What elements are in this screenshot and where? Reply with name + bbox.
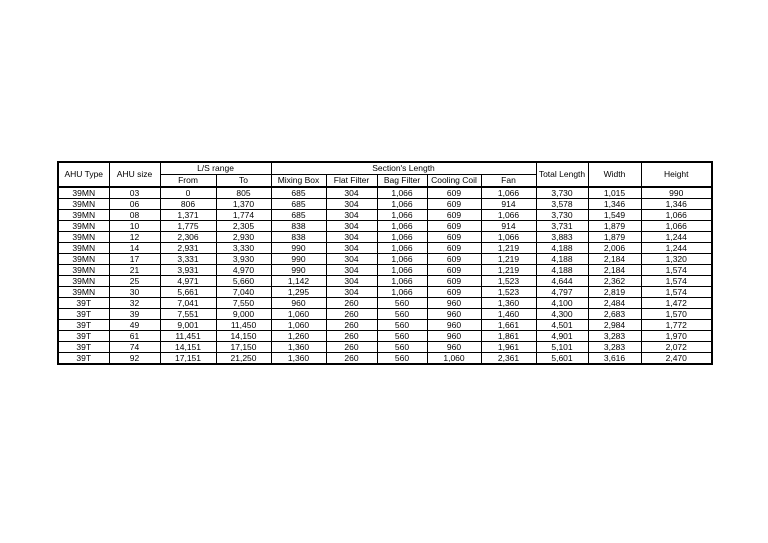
cell-from: 14,151 (160, 342, 216, 353)
table-row (58, 287, 712, 298)
table-row (58, 232, 712, 243)
cell-flat-filter: 260 (326, 309, 377, 320)
cell-flat-filter: 260 (326, 331, 377, 342)
cell-cooling-coil: 960 (427, 342, 481, 353)
cell-ahu-size: 10 (109, 221, 160, 232)
cell-mixing-box: 1,142 (271, 276, 326, 287)
cell-to: 4,970 (216, 265, 271, 276)
cell-to: 11,450 (216, 320, 271, 331)
cell-bag-filter: 1,066 (377, 210, 427, 221)
cell-flat-filter: 260 (326, 298, 377, 309)
cell-width: 2,184 (588, 254, 641, 265)
table-row (58, 353, 712, 365)
cell-total-length: 4,100 (536, 298, 588, 309)
header-bag-filter: Bag Filter (377, 175, 427, 188)
header-ls-range: L/S range (160, 162, 271, 175)
cell-from: 2,306 (160, 232, 216, 243)
cell-ahu-size: 49 (109, 320, 160, 331)
cell-from: 3,331 (160, 254, 216, 265)
cell-total-length: 4,901 (536, 331, 588, 342)
cell-mixing-box: 838 (271, 221, 326, 232)
cell-cooling-coil: 609 (427, 199, 481, 210)
header-ahu-type: AHU Type (58, 162, 109, 187)
cell-width: 1,879 (588, 221, 641, 232)
cell-mixing-box: 1,260 (271, 331, 326, 342)
cell-total-length: 3,730 (536, 210, 588, 221)
cell-mixing-box: 1,360 (271, 342, 326, 353)
cell-cooling-coil: 960 (427, 320, 481, 331)
header-cooling-coil: Cooling Coil (427, 175, 481, 188)
table-row (58, 254, 712, 265)
cell-cooling-coil: 609 (427, 254, 481, 265)
table-row (58, 265, 712, 276)
cell-ahu-type: 39MN (58, 232, 109, 243)
cell-mixing-box: 838 (271, 232, 326, 243)
cell-fan: 1,523 (481, 287, 536, 298)
cell-ahu-size: 25 (109, 276, 160, 287)
cell-ahu-size: 39 (109, 309, 160, 320)
cell-bag-filter: 560 (377, 298, 427, 309)
cell-to: 1,774 (216, 210, 271, 221)
cell-bag-filter: 560 (377, 320, 427, 331)
cell-to: 2,930 (216, 232, 271, 243)
header-to: To (216, 175, 271, 188)
cell-flat-filter: 304 (326, 210, 377, 221)
cell-flat-filter: 304 (326, 187, 377, 199)
table-row (58, 199, 712, 210)
cell-flat-filter: 304 (326, 221, 377, 232)
cell-from: 1,371 (160, 210, 216, 221)
header-from: From (160, 175, 216, 188)
cell-fan: 1,360 (481, 298, 536, 309)
cell-width: 2,184 (588, 265, 641, 276)
cell-height: 1,244 (641, 243, 712, 254)
cell-cooling-coil: 960 (427, 331, 481, 342)
cell-to: 805 (216, 187, 271, 199)
cell-cooling-coil: 609 (427, 276, 481, 287)
cell-fan: 1,661 (481, 320, 536, 331)
header-total-length: Total Length (536, 162, 588, 187)
cell-cooling-coil: 609 (427, 187, 481, 199)
cell-height: 1,772 (641, 320, 712, 331)
cell-to: 14,150 (216, 331, 271, 342)
cell-to: 7,550 (216, 298, 271, 309)
cell-mixing-box: 1,060 (271, 309, 326, 320)
header-sections-length: Section's Length (271, 162, 536, 175)
cell-to: 3,930 (216, 254, 271, 265)
cell-height: 2,470 (641, 353, 712, 365)
cell-ahu-type: 39MN (58, 243, 109, 254)
cell-cooling-coil: 609 (427, 221, 481, 232)
cell-bag-filter: 1,066 (377, 199, 427, 210)
cell-ahu-size: 74 (109, 342, 160, 353)
cell-cooling-coil: 609 (427, 210, 481, 221)
cell-ahu-size: 30 (109, 287, 160, 298)
cell-total-length: 4,501 (536, 320, 588, 331)
cell-from: 5,661 (160, 287, 216, 298)
table-body (58, 187, 712, 364)
cell-height: 1,244 (641, 232, 712, 243)
cell-bag-filter: 1,066 (377, 265, 427, 276)
cell-fan: 1,961 (481, 342, 536, 353)
cell-width: 2,819 (588, 287, 641, 298)
cell-fan: 914 (481, 199, 536, 210)
cell-ahu-size: 21 (109, 265, 160, 276)
cell-ahu-type: 39T (58, 298, 109, 309)
cell-height: 1,472 (641, 298, 712, 309)
cell-ahu-size: 61 (109, 331, 160, 342)
cell-width: 3,283 (588, 342, 641, 353)
cell-height: 1,066 (641, 221, 712, 232)
cell-ahu-type: 39MN (58, 265, 109, 276)
cell-bag-filter: 560 (377, 331, 427, 342)
cell-cooling-coil: 609 (427, 232, 481, 243)
cell-mixing-box: 990 (271, 265, 326, 276)
cell-width: 1,015 (588, 187, 641, 199)
cell-height: 1,066 (641, 210, 712, 221)
cell-from: 7,041 (160, 298, 216, 309)
cell-bag-filter: 1,066 (377, 221, 427, 232)
header-row-1 (58, 162, 712, 175)
cell-to: 3,330 (216, 243, 271, 254)
cell-from: 0 (160, 187, 216, 199)
table-row (58, 331, 712, 342)
cell-height: 1,970 (641, 331, 712, 342)
cell-ahu-type: 39T (58, 342, 109, 353)
cell-total-length: 4,644 (536, 276, 588, 287)
cell-fan: 1,066 (481, 187, 536, 199)
cell-from: 9,001 (160, 320, 216, 331)
cell-bag-filter: 560 (377, 309, 427, 320)
cell-fan: 1,861 (481, 331, 536, 342)
cell-height: 1,320 (641, 254, 712, 265)
cell-fan: 1,219 (481, 265, 536, 276)
cell-bag-filter: 1,066 (377, 232, 427, 243)
cell-width: 3,616 (588, 353, 641, 365)
cell-from: 7,551 (160, 309, 216, 320)
cell-ahu-size: 03 (109, 187, 160, 199)
cell-flat-filter: 304 (326, 254, 377, 265)
cell-total-length: 5,101 (536, 342, 588, 353)
cell-to: 1,370 (216, 199, 271, 210)
cell-total-length: 3,730 (536, 187, 588, 199)
cell-height: 2,072 (641, 342, 712, 353)
cell-flat-filter: 304 (326, 199, 377, 210)
cell-total-length: 3,731 (536, 221, 588, 232)
cell-width: 1,879 (588, 232, 641, 243)
cell-height: 1,570 (641, 309, 712, 320)
cell-fan: 1,460 (481, 309, 536, 320)
cell-bag-filter: 560 (377, 353, 427, 365)
cell-total-length: 5,601 (536, 353, 588, 365)
cell-from: 11,451 (160, 331, 216, 342)
cell-ahu-type: 39MN (58, 221, 109, 232)
cell-ahu-type: 39MN (58, 210, 109, 221)
cell-height: 1,346 (641, 199, 712, 210)
cell-bag-filter: 1,066 (377, 243, 427, 254)
cell-flat-filter: 304 (326, 276, 377, 287)
cell-mixing-box: 1,060 (271, 320, 326, 331)
cell-from: 4,971 (160, 276, 216, 287)
cell-to: 2,305 (216, 221, 271, 232)
cell-bag-filter: 1,066 (377, 187, 427, 199)
cell-ahu-size: 06 (109, 199, 160, 210)
header-width: Width (588, 162, 641, 187)
cell-mixing-box: 1,295 (271, 287, 326, 298)
cell-ahu-type: 39T (58, 320, 109, 331)
cell-ahu-type: 39MN (58, 254, 109, 265)
cell-width: 3,283 (588, 331, 641, 342)
cell-from: 2,931 (160, 243, 216, 254)
cell-fan: 1,523 (481, 276, 536, 287)
cell-fan: 914 (481, 221, 536, 232)
cell-ahu-size: 08 (109, 210, 160, 221)
cell-ahu-type: 39T (58, 331, 109, 342)
cell-fan: 1,219 (481, 254, 536, 265)
cell-cooling-coil: 1,060 (427, 353, 481, 365)
cell-width: 1,549 (588, 210, 641, 221)
cell-mixing-box: 685 (271, 187, 326, 199)
cell-total-length: 4,188 (536, 243, 588, 254)
cell-ahu-type: 39MN (58, 187, 109, 199)
cell-mixing-box: 685 (271, 199, 326, 210)
cell-flat-filter: 304 (326, 243, 377, 254)
cell-bag-filter: 1,066 (377, 254, 427, 265)
cell-height: 1,574 (641, 287, 712, 298)
header-mixing-box: Mixing Box (271, 175, 326, 188)
cell-flat-filter: 304 (326, 287, 377, 298)
cell-total-length: 4,188 (536, 254, 588, 265)
cell-mixing-box: 990 (271, 254, 326, 265)
cell-from: 3,931 (160, 265, 216, 276)
cell-width: 2,484 (588, 298, 641, 309)
cell-ahu-type: 39T (58, 353, 109, 365)
cell-to: 9,000 (216, 309, 271, 320)
cell-fan: 1,066 (481, 210, 536, 221)
cell-cooling-coil: 960 (427, 309, 481, 320)
cell-ahu-size: 32 (109, 298, 160, 309)
cell-mixing-box: 1,360 (271, 353, 326, 365)
cell-ahu-type: 39MN (58, 276, 109, 287)
table-row (58, 276, 712, 287)
table-row (58, 187, 712, 199)
table-row (58, 298, 712, 309)
cell-to: 21,250 (216, 353, 271, 365)
cell-height: 990 (641, 187, 712, 199)
cell-width: 2,362 (588, 276, 641, 287)
cell-height: 1,574 (641, 276, 712, 287)
ahu-dimensions-table (57, 161, 713, 365)
cell-fan: 1,219 (481, 243, 536, 254)
cell-cooling-coil: 960 (427, 298, 481, 309)
cell-mixing-box: 960 (271, 298, 326, 309)
cell-mixing-box: 990 (271, 243, 326, 254)
cell-bag-filter: 1,066 (377, 287, 427, 298)
cell-fan: 2,361 (481, 353, 536, 365)
cell-total-length: 3,578 (536, 199, 588, 210)
table-row (58, 309, 712, 320)
cell-width: 2,006 (588, 243, 641, 254)
cell-fan: 1,066 (481, 232, 536, 243)
cell-cooling-coil: 609 (427, 287, 481, 298)
cell-flat-filter: 260 (326, 353, 377, 365)
cell-width: 2,984 (588, 320, 641, 331)
cell-bag-filter: 1,066 (377, 276, 427, 287)
cell-to: 5,660 (216, 276, 271, 287)
cell-ahu-size: 17 (109, 254, 160, 265)
table-row (58, 243, 712, 254)
cell-ahu-type: 39MN (58, 199, 109, 210)
cell-flat-filter: 260 (326, 342, 377, 353)
table-row (58, 320, 712, 331)
cell-to: 17,150 (216, 342, 271, 353)
cell-ahu-type: 39MN (58, 287, 109, 298)
cell-cooling-coil: 609 (427, 265, 481, 276)
cell-height: 1,574 (641, 265, 712, 276)
cell-total-length: 3,883 (536, 232, 588, 243)
cell-flat-filter: 260 (326, 320, 377, 331)
header-ahu-size: AHU size (109, 162, 160, 187)
cell-from: 17,151 (160, 353, 216, 365)
cell-bag-filter: 560 (377, 342, 427, 353)
cell-flat-filter: 304 (326, 265, 377, 276)
cell-mixing-box: 685 (271, 210, 326, 221)
cell-ahu-size: 14 (109, 243, 160, 254)
cell-cooling-coil: 609 (427, 243, 481, 254)
table-row (58, 210, 712, 221)
header-fan: Fan (481, 175, 536, 188)
cell-total-length: 4,300 (536, 309, 588, 320)
cell-width: 2,683 (588, 309, 641, 320)
cell-ahu-type: 39T (58, 309, 109, 320)
header-flat-filter: Flat Filter (326, 175, 377, 188)
cell-flat-filter: 304 (326, 232, 377, 243)
cell-ahu-size: 12 (109, 232, 160, 243)
cell-from: 1,775 (160, 221, 216, 232)
cell-from: 806 (160, 199, 216, 210)
table-row (58, 342, 712, 353)
cell-to: 7,040 (216, 287, 271, 298)
cell-ahu-size: 92 (109, 353, 160, 365)
header-height: Height (641, 162, 712, 187)
cell-total-length: 4,797 (536, 287, 588, 298)
cell-width: 1,346 (588, 199, 641, 210)
cell-total-length: 4,188 (536, 265, 588, 276)
table-row (58, 221, 712, 232)
